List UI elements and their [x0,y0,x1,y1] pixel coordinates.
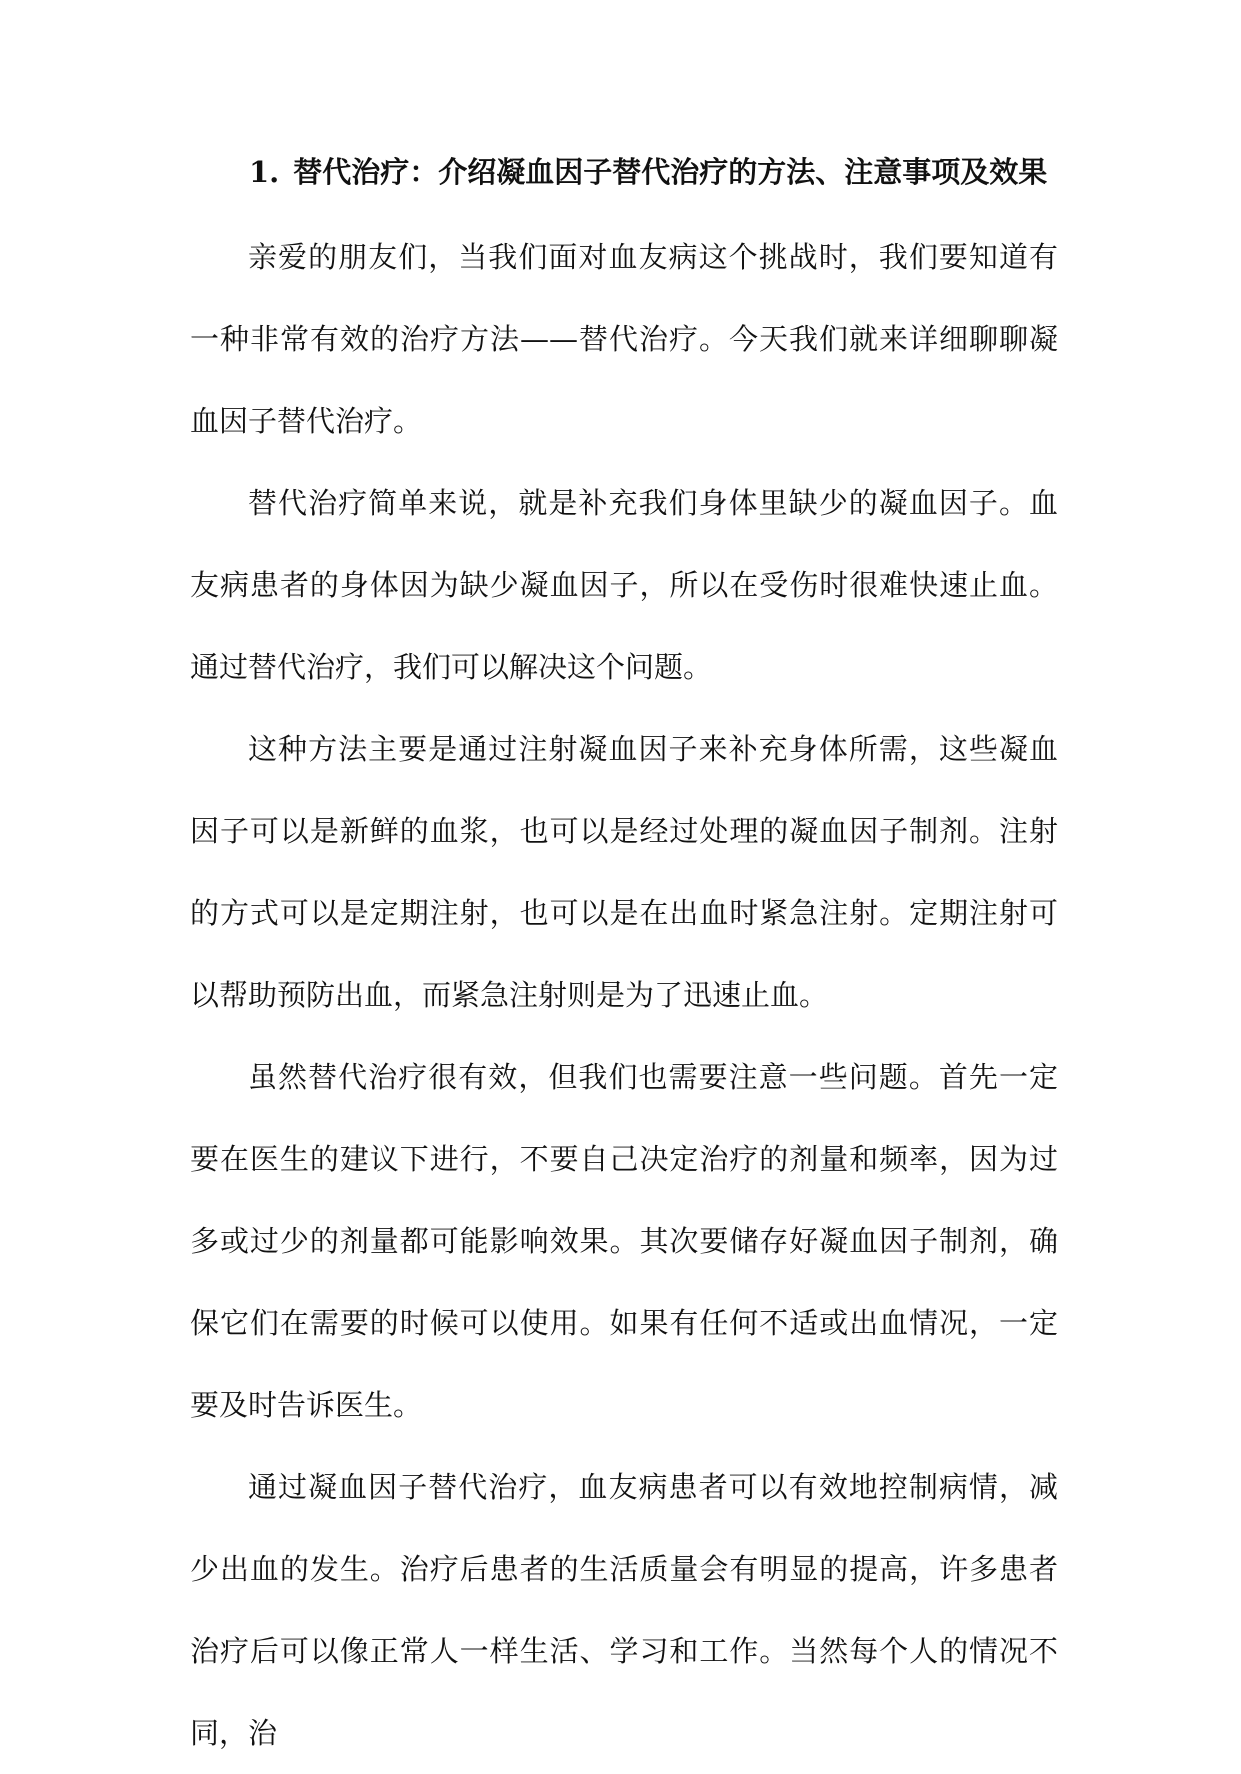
section-number: 1. [249,155,280,189]
paragraph-3: 这种方法主要是通过注射凝血因子来补充身体所需，这些凝血因子可以是新鲜的血浆，也可以是经过处理的凝血因子制剂。注射的方式可以是定期注射，也可以是在出血时紧急注射。定期注射可以帮助预防出血，而紧急注射则是为了迅速止血。 [190,732,1058,1012]
section-heading [249,148,1069,196]
body-text [190,216,1058,1774]
paragraph-2: 替代治疗简单来说，就是补充我们身体里缺少的凝血因子。血友病患者的身体因为缺少凝血因子，所以在受伤时很难快速止血。通过替代治疗，我们可以解决这个问题。 [190,486,1058,684]
paragraph-5: 通过凝血因子替代治疗，血友病患者可以有效地控制病情，减少出血的发生。治疗后患者的生活质量会有明显的提高，许多患者治疗后可以像正常人一样生活、学习和工作。当然每个人的情况不同，治 [190,1470,1058,1750]
paragraph-4: 虽然替代治疗很有效，但我们也需要注意一些问题。首先一定要在医生的建议下进行，不要自己决定治疗的剂量和频率，因为过多或过少的剂量都可能影响效果。其次要储存好凝血因子制剂，确保它们在需要的时候可以使用。如果有任何不适或出血情况，一定要及时告诉医生。 [190,1060,1058,1422]
paragraph-1: 亲爱的朋友们，当我们面对血友病这个挑战时，我们要知道有一种非常有效的治疗方法——替代治疗。今天我们就来详细聊聊凝血因子替代治疗。 [190,240,1058,438]
section-title: 替代治疗：介绍凝血因子替代治疗的方法、注意事项及效果 [293,155,1048,189]
